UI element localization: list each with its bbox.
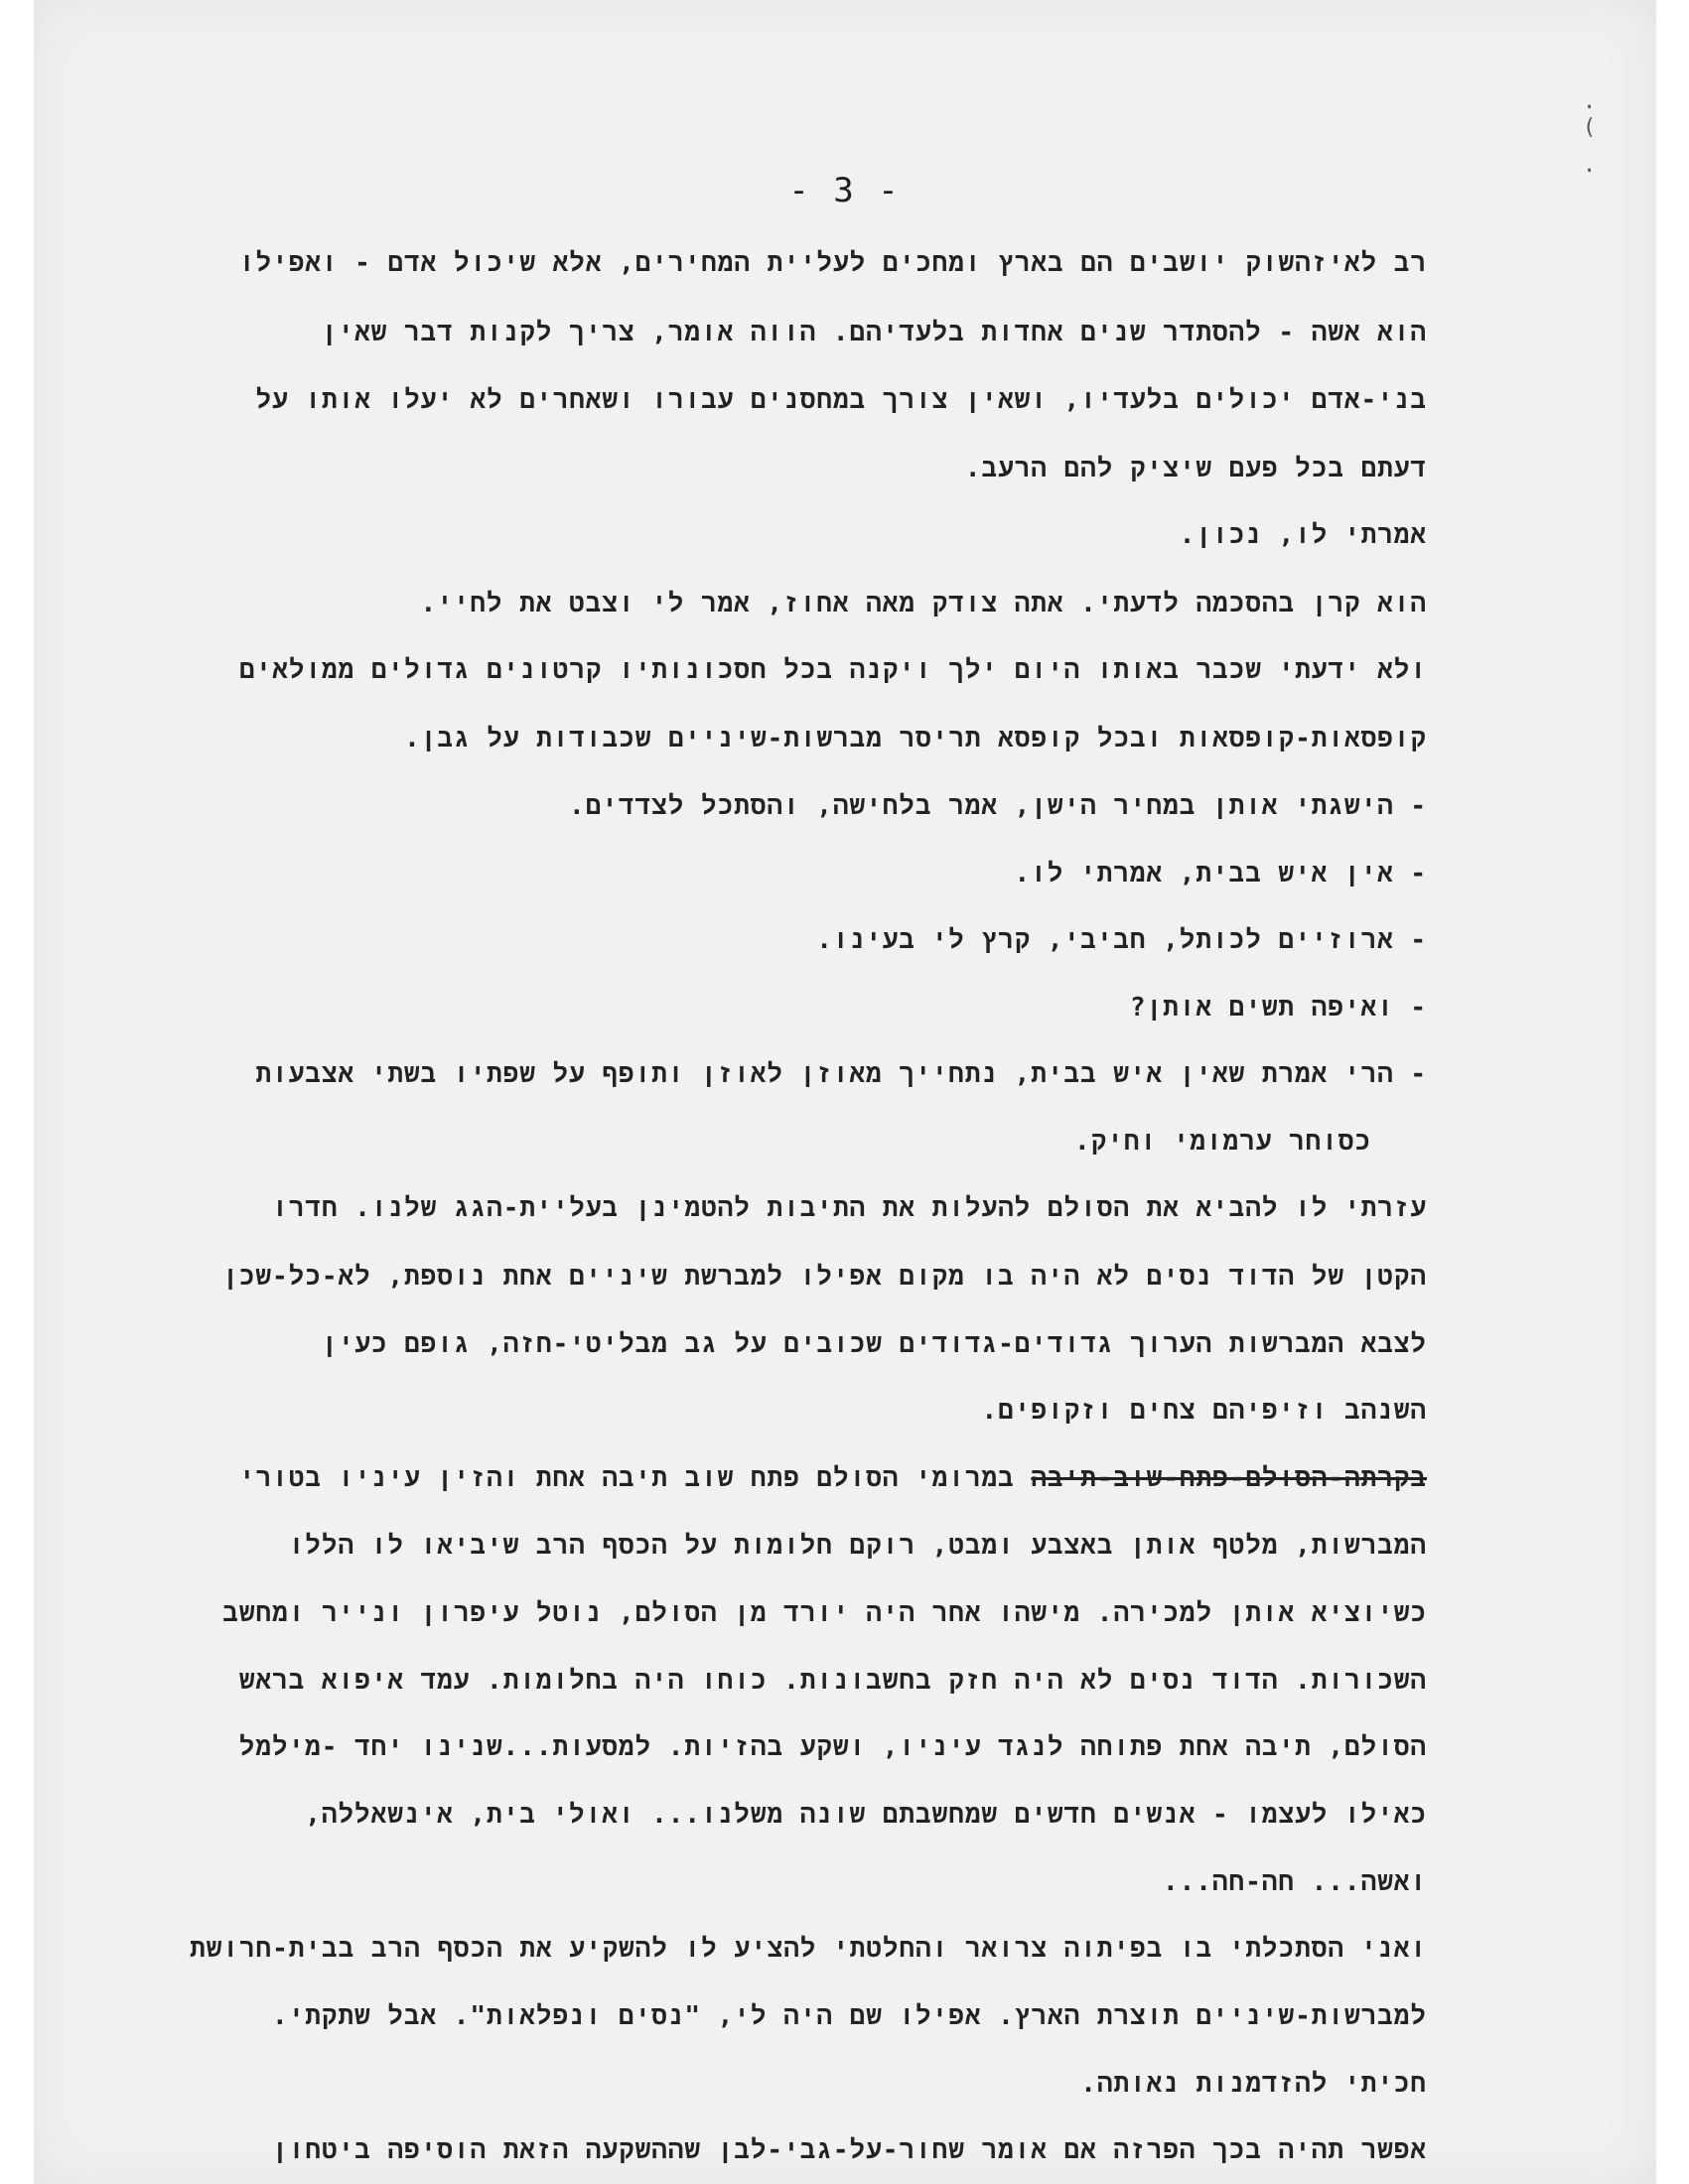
struck-text: בקרתה-הסולם-פתח-שוב-תיבה [1031, 1463, 1427, 1493]
text-line: הוא קרן בהסכמה לדעתי. אתה צודק מאה אחוז, אמר לי וצבט את לחיי. [420, 589, 1427, 618]
text-line: לצבא המברשות הערוך גדודים-גדודים שכובים על גב מבליטי-חזה, גופם כעין [322, 1329, 1427, 1359]
dialogue-line: - הישגתי אותן במחיר הישן, אמר בלחישה, והסתכל לצדדים. [569, 791, 1427, 821]
text-line: אפשר תהיה בכך הפרזה אם אומר שחור-על-גבי-לבן שההשקעה הזאת הוסיפה ביטחון [272, 2135, 1427, 2165]
text-line: השכורות. הדוד נסים לא היה חזק בחשבונות. כוחו היה בחלומות. עמד איפוא בראש [238, 1666, 1427, 1696]
margin-mark: ( [1583, 115, 1597, 140]
text-line: כשיוציא אותן למכירה. מישהו אחר היה יורד מן הסולם, נוטל עיפרון ונייר ומחשב [222, 1598, 1427, 1628]
page-number: - 3 - [788, 171, 901, 210]
text-line: בני-אדם יכולים בלעדיו, ושאין צורך במחסנים עבורו ושאחרים לא יעלו אותו על [255, 385, 1427, 415]
text-line: קופסאות-קופסאות ובכל קופסא תריסר מברשות-שיניים שכבודות על גבן. [404, 724, 1427, 753]
text-line-with-strikethrough [239, 1461, 1427, 1495]
dialogue-continuation: כסוחר ערמומי וחיק. [1074, 1127, 1371, 1157]
text-line: הוא אשה - להסתדר שנים אחדות בלעדיהם. הווה אומר, צריך לקנות דבר שאין [321, 318, 1427, 347]
text-line: המברשות, מלטף אותן באצבע ומבט, רוקם חלומות על הכסף הרב שיביאו לו הללו [288, 1531, 1427, 1561]
text-line: עזרתי לו להביא את הסולם להעלות את התיבות להטמינן בעליית-הגג שלנו. חדרו [272, 1193, 1427, 1223]
text-line: אמרתי לו, נכון. [1179, 520, 1427, 550]
text-line: ואשה... חה-חה... [1162, 1867, 1427, 1897]
text-line: למברשות-שיניים תוצרת הארץ. אפילו שם היה לי, "נסים ונפלאות". אבל שתקתי. [271, 2001, 1427, 2031]
text-line: חכיתי להזדמנות נאותה. [1080, 2069, 1427, 2099]
text-line: כאילו לעצמו - אנשים חדשים שמחשבתם שונה משלנו... ואולי בית, אינשאללה, [305, 1800, 1427, 1830]
margin-mark: · [1583, 159, 1597, 184]
text-line: ולא ידעתי שכבר באותו היום ילך ויקנה בכל חסכונותיו קרטונים גדולים ממולאים [239, 655, 1427, 685]
text-line: רב לאיזהשוק יושבים הם בארץ ומחכים לעליית המחירים, אלא שיכול אדם - ואפילו [238, 248, 1427, 278]
text-line: השנהב וזיפיהם צחים וזקופים. [981, 1396, 1427, 1426]
text-line: הסולם, תיבה אחת פתוחה לנגד עיניו, ושקע בהזיות. למסעות...שנינו יחד -מילמל [238, 1732, 1427, 1762]
text-after-strike: במרומי הסולם פתח שוב תיבה אחת והזין עיניו בטורי [238, 1463, 1032, 1493]
dialogue-line: - הרי אמרת שאין איש בבית, נתחייך מאוזן לאוזן ותופף על שפתיו בשתי אצבעות [255, 1059, 1427, 1089]
dialogue-line: - ארוזיים לכותל, חביבי, קרץ לי בעינו. [816, 925, 1427, 955]
margin-mark: · [1583, 95, 1597, 120]
dialogue-line: - ואיפה תשים אותן? [1129, 993, 1427, 1023]
dialogue-line: - אין איש בבית, אמרתי לו. [1014, 859, 1427, 888]
text-line: הקטן של הדוד נסים לא היה בו מקום אפילו למברשת שיניים אחת נוספת, לא-כל-שכן [222, 1262, 1427, 1292]
text-line: דעתם בכל פעם שיציק להם הרעב. [964, 454, 1427, 483]
text-line: ואני הסתכלתי בו בפיתוה צרואר והחלטתי להציע לו להשקיע את הכסף הרב בבית-חרושת [190, 1934, 1427, 1964]
